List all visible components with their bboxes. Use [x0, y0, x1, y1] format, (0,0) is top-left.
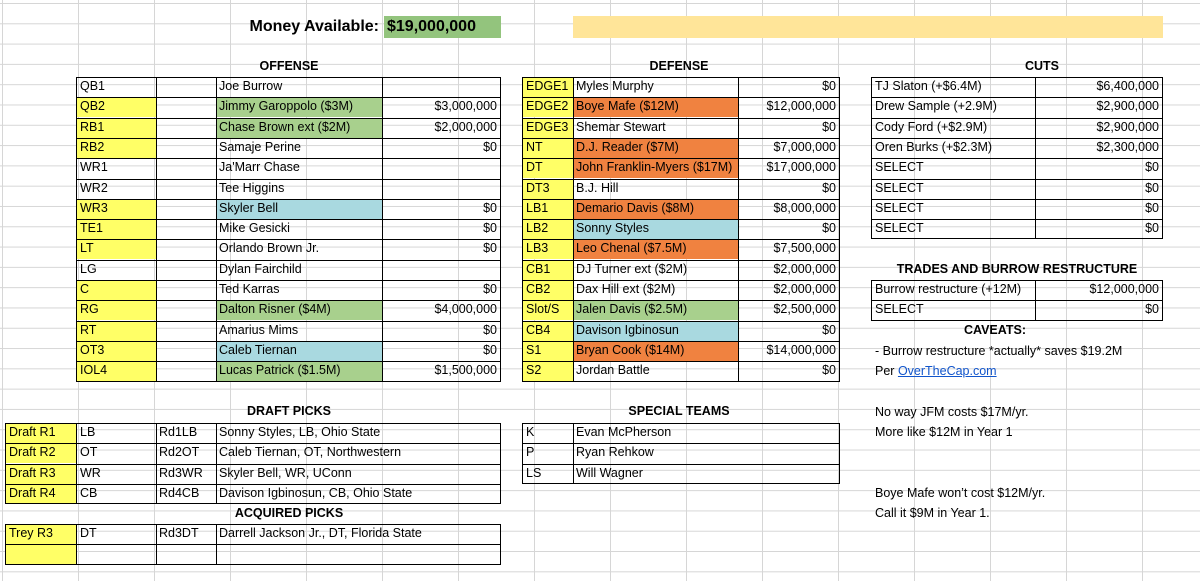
draft-round[interactable]: Draft R3 [6, 464, 76, 484]
draft-player[interactable]: Davison Igbinosun, CB, Ohio State [219, 485, 413, 500]
offense-amount[interactable]: $1,500,000 [434, 363, 497, 378]
defense-player[interactable]: Sonny Styles [573, 219, 738, 239]
defense-player[interactable]: Myles Murphy [576, 79, 654, 93]
offense-amount[interactable] [382, 179, 500, 199]
cut-player-select[interactable]: SELECT [875, 200, 924, 215]
defense-player[interactable]: Dax Hill ext ($2M) [576, 282, 676, 296]
note-mafe[interactable]: Boye Mafe won’t cost $12M/yr. [875, 486, 1046, 500]
cut-amount[interactable]: $0 [1145, 160, 1159, 175]
caveat-per-label: Per [875, 364, 895, 378]
offense-amount[interactable]: $0 [483, 139, 497, 154]
special-teams-title[interactable]: SPECIAL TEAMS [628, 404, 730, 418]
highlighted-header-range[interactable] [573, 16, 1163, 38]
row-divider [871, 97, 1163, 98]
offense-amount[interactable] [382, 77, 500, 97]
caveat-line[interactable]: - Burrow restructure *actually* saves $19.2M [875, 344, 1123, 358]
defense-position[interactable]: CB4 [523, 321, 573, 341]
offense-amount[interactable]: $0 [483, 241, 497, 256]
st-player[interactable]: Evan McPherson [576, 425, 672, 439]
row-divider [76, 239, 501, 240]
note-mafe-detail[interactable]: Call it $9M in Year 1. [875, 506, 990, 520]
row-divider [76, 260, 501, 261]
row-divider [522, 341, 840, 342]
defense-amount[interactable]: $7,000,000 [773, 139, 836, 154]
cut-amount[interactable]: $0 [1145, 180, 1159, 195]
defense-amount[interactable]: $7,500,000 [773, 241, 836, 256]
column-divider [156, 77, 157, 382]
row-divider [76, 118, 501, 119]
column-divider [216, 77, 217, 382]
defense-position[interactable]: CB2 [523, 280, 573, 300]
defense-amount[interactable]: $12,000,000 [766, 99, 836, 114]
st-player[interactable]: Will Wagner [576, 465, 643, 480]
row-divider [522, 118, 840, 119]
offense-position[interactable]: QB2 [77, 97, 156, 117]
row-divider [522, 300, 840, 301]
offense-amount[interactable]: $0 [483, 322, 497, 337]
st-position[interactable]: K [526, 425, 535, 439]
note-jfm[interactable]: No way JFM costs $17M/yr. [875, 405, 1029, 419]
row-divider [76, 179, 501, 180]
acquired-code[interactable]: Rd3DT [159, 526, 199, 540]
defense-player[interactable]: John Franklin-Myers ($17M) [573, 158, 738, 178]
cut-player-select[interactable]: Cody Ford (+$2.9M) [875, 119, 988, 134]
draft-position[interactable]: LB [80, 425, 96, 439]
cut-player-select[interactable]: SELECT [875, 180, 924, 195]
offense-position[interactable]: WR1 [80, 160, 108, 175]
row-divider [76, 219, 501, 220]
row-divider [522, 138, 840, 139]
defense-player[interactable]: DJ Turner ext ($2M) [576, 261, 688, 276]
offense-position[interactable]: TE1 [77, 219, 156, 239]
draft-picks-title[interactable]: DRAFT PICKS [246, 404, 332, 418]
defense-player[interactable]: B.J. Hill [576, 180, 619, 195]
defense-position[interactable]: LB3 [523, 239, 573, 259]
defense-amount[interactable]: $2,000,000 [773, 282, 836, 296]
draft-round[interactable]: Draft R4 [6, 484, 76, 504]
column-divider [738, 77, 739, 382]
cut-amount[interactable]: $0 [1145, 200, 1159, 215]
row-divider [76, 138, 501, 139]
row-divider [76, 300, 501, 301]
offense-player[interactable]: Joe Burrow [219, 79, 283, 93]
trade-select[interactable]: Burrow restructure (+12M) [875, 282, 1022, 296]
offense-player[interactable]: Dalton Risner ($4M) [216, 300, 382, 320]
cut-player-select[interactable]: SELECT [875, 160, 924, 175]
row-divider [5, 443, 501, 444]
row-divider [522, 464, 840, 465]
row-divider [76, 199, 501, 200]
defense-position[interactable]: NT [523, 138, 573, 158]
offense-player[interactable]: Orlando Brown Jr. [219, 241, 320, 256]
caveats-title[interactable]: CAVEATS: [963, 323, 1027, 337]
defense-position[interactable]: Slot/S [523, 300, 573, 320]
defense-player[interactable]: Davison Igbinosun [573, 321, 738, 341]
offense-position[interactable]: WR3 [77, 199, 156, 219]
money-available-value[interactable]: $19,000,000 [384, 16, 501, 38]
money-available-label[interactable]: Money Available: [249, 18, 379, 35]
row-divider [76, 97, 501, 98]
defense-player[interactable]: D.J. Reader ($7M) [573, 138, 738, 158]
defense-amount[interactable]: $0 [822, 119, 836, 134]
defense-position[interactable]: S1 [523, 341, 573, 361]
row-divider [522, 321, 840, 322]
row-divider [522, 280, 840, 281]
defense-player[interactable]: Demario Davis ($8M) [573, 199, 738, 219]
offense-position[interactable]: WR2 [80, 180, 108, 195]
offense-player[interactable]: Ja'Marr Chase [219, 160, 300, 175]
offense-position[interactable]: C [77, 280, 156, 300]
defense-player[interactable]: Boye Mafe ($12M) [573, 97, 738, 117]
acquired-position[interactable]: DT [80, 526, 97, 540]
acquired-picks-title[interactable]: ACQUIRED PICKS [234, 506, 344, 520]
row-divider [5, 544, 501, 545]
row-divider [522, 199, 840, 200]
draft-player[interactable]: Sonny Styles, LB, Ohio State [219, 425, 381, 439]
row-divider [871, 219, 1163, 220]
acquired-player[interactable]: Darrell Jackson Jr., DT, Florida State [219, 526, 422, 540]
draft-round[interactable]: Draft R2 [6, 443, 76, 463]
offense-amount[interactable]: $2,000,000 [434, 119, 497, 134]
row-divider [76, 321, 501, 322]
offense-position[interactable]: RB1 [77, 118, 156, 138]
st-player[interactable]: Ryan Rehkow [576, 445, 654, 460]
defense-position[interactable]: S2 [523, 361, 573, 381]
offense-amount[interactable]: $0 [483, 282, 497, 296]
row-divider [522, 361, 840, 362]
offense-player[interactable]: Jimmy Garoppolo ($3M) [216, 97, 382, 117]
offense-amount[interactable]: $0 [483, 200, 497, 215]
offense-position[interactable]: RG [77, 300, 156, 320]
defense-position[interactable]: EDGE3 [523, 118, 573, 138]
offense-player[interactable]: Samaje Perine [219, 139, 301, 154]
draft-code[interactable]: Rd3WR [159, 465, 203, 480]
trade-amount[interactable]: $0 [1145, 302, 1159, 317]
defense-amount[interactable]: $17,000,000 [766, 160, 836, 175]
row-divider [76, 341, 501, 342]
defense-amount[interactable]: $14,000,000 [766, 342, 836, 357]
acquired-round-empty[interactable] [6, 544, 76, 564]
st-position[interactable]: LS [526, 465, 542, 480]
column-divider [573, 423, 574, 484]
cut-player-select[interactable]: SELECT [875, 221, 924, 236]
row-divider [522, 219, 840, 220]
row-divider [522, 443, 840, 444]
caveat-source[interactable] [872, 362, 1172, 382]
defense-player[interactable]: Bryan Cook ($14M) [573, 341, 738, 361]
offense-player[interactable]: Chase Brown ext ($2M) [216, 118, 382, 138]
offense-position[interactable]: IOL4 [77, 361, 156, 381]
offense-player[interactable]: Ted Karras [219, 282, 280, 296]
overthecap-link[interactable]: OverTheCap.com [897, 364, 997, 378]
draft-code[interactable]: Rd1LB [159, 425, 198, 439]
offense-player[interactable]: Skyler Bell [216, 199, 382, 219]
row-divider [871, 199, 1163, 200]
draft-code[interactable]: Rd4CB [159, 485, 200, 500]
defense-player[interactable]: Shemar Stewart [576, 119, 666, 134]
row-divider [522, 239, 840, 240]
defense-amount[interactable]: $0 [822, 322, 836, 337]
row-divider [871, 138, 1163, 139]
row-divider [76, 158, 501, 159]
offense-amount[interactable]: $0 [483, 221, 497, 236]
defense-amount[interactable]: $0 [822, 180, 836, 195]
row-divider [522, 260, 840, 261]
draft-code[interactable]: Rd2OT [159, 445, 200, 460]
offense-amount[interactable]: $3,000,000 [434, 99, 497, 114]
draft-position[interactable]: CB [80, 485, 98, 500]
cut-amount[interactable]: $2,900,000 [1096, 119, 1159, 134]
defense-amount[interactable]: $8,000,000 [773, 200, 836, 215]
draft-position[interactable]: OT [80, 445, 98, 460]
trade-amount[interactable]: $12,000,000 [1089, 282, 1159, 296]
cut-player-select[interactable]: TJ Slaton (+$6.4M) [875, 79, 982, 93]
offense-position[interactable]: OT3 [77, 341, 156, 361]
offense-amount[interactable] [382, 158, 500, 178]
offense-amount[interactable]: $0 [483, 342, 497, 357]
row-divider [76, 280, 501, 281]
trades-title[interactable]: TRADES AND BURROW RESTRUCTURE [896, 262, 1138, 276]
cut-amount[interactable]: $2,300,000 [1096, 139, 1159, 154]
row-divider [522, 179, 840, 180]
offense-position[interactable]: QB1 [80, 79, 106, 93]
st-position[interactable]: P [526, 445, 535, 460]
row-divider [522, 158, 840, 159]
column-divider [573, 77, 574, 382]
cut-player-select[interactable]: Drew Sample (+2.9M) [875, 99, 997, 114]
defense-position[interactable]: DT3 [523, 179, 573, 199]
row-divider [76, 361, 501, 362]
cut-player-select[interactable]: Oren Burks (+$2.3M) [875, 139, 993, 154]
row-divider [871, 158, 1163, 159]
cuts-title[interactable]: CUTS [1024, 59, 1060, 73]
draft-position[interactable]: WR [80, 465, 101, 480]
cut-amount[interactable]: $2,900,000 [1096, 99, 1159, 114]
offense-position[interactable]: RT [77, 321, 156, 341]
offense-position[interactable]: LT [77, 239, 156, 259]
draft-round[interactable]: Draft R1 [6, 423, 76, 443]
row-divider [871, 179, 1163, 180]
defense-position[interactable]: LB2 [523, 219, 573, 239]
defense-position[interactable]: DT [523, 158, 573, 178]
row-divider [871, 300, 1163, 301]
defense-player[interactable]: Jalen Davis ($2.5M) [573, 300, 738, 320]
defense-amount[interactable]: $2,000,000 [773, 261, 836, 276]
cut-amount[interactable]: $6,400,000 [1096, 79, 1159, 93]
offense-position[interactable]: LG [80, 261, 97, 276]
offense-player[interactable]: Dylan Fairchild [219, 261, 302, 276]
row-divider [5, 484, 501, 485]
defense-title[interactable]: DEFENSE [649, 59, 709, 73]
defense-amount[interactable]: $0 [822, 221, 836, 236]
offense-amount[interactable] [382, 260, 500, 280]
note-jfm-detail[interactable]: More like $12M in Year 1 [875, 425, 1013, 439]
offense-player[interactable]: Caleb Tiernan [216, 341, 382, 361]
defense-position[interactable]: LB1 [523, 199, 573, 219]
draft-player[interactable]: Caleb Tiernan, OT, Northwestern [219, 445, 402, 460]
row-divider [5, 464, 501, 465]
offense-title[interactable]: OFFENSE [259, 59, 319, 73]
defense-position[interactable]: CB1 [523, 260, 573, 280]
offense-amount[interactable]: $4,000,000 [434, 302, 497, 317]
offense-player[interactable]: Tee Higgins [219, 180, 285, 195]
column-divider [382, 77, 383, 382]
defense-position[interactable]: EDGE1 [523, 77, 573, 97]
offense-player[interactable]: Amarius Mims [219, 322, 299, 337]
cut-amount[interactable]: $0 [1145, 221, 1159, 236]
defense-amount[interactable]: $2,500,000 [773, 302, 836, 317]
trade-select[interactable]: SELECT [875, 302, 924, 317]
draft-player[interactable]: Skyler Bell, WR, UConn [219, 465, 352, 480]
defense-amount[interactable]: $0 [822, 79, 836, 93]
offense-player[interactable]: Lucas Patrick ($1.5M) [216, 361, 382, 381]
defense-player[interactable]: Jordan Battle [576, 363, 650, 378]
offense-player[interactable]: Mike Gesicki [219, 221, 290, 236]
defense-position[interactable]: EDGE2 [523, 97, 573, 117]
row-divider [871, 118, 1163, 119]
row-divider [522, 97, 840, 98]
acquired-round[interactable]: Trey R3 [6, 524, 76, 544]
defense-amount[interactable]: $0 [822, 363, 836, 378]
defense-player[interactable]: Leo Chenal ($7.5M) [573, 239, 738, 259]
offense-position[interactable]: RB2 [77, 138, 156, 158]
